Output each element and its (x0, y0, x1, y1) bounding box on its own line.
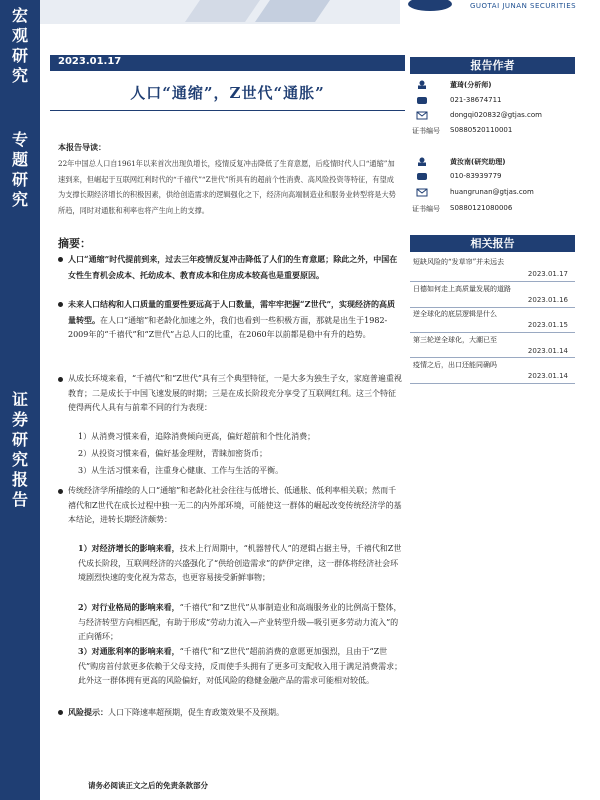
phone-icon (416, 172, 428, 181)
impact-item-3: 3）对通胀利率的影响来看，“千禧代”和“Z世代”超前消费的意愿更加强烈，且由于“Z世代”购房首付款更多依赖于父母支持，反而使手头拥有了更多可支配收入用于满足消费需求；此外这一群体拥有更高的风险偏好，对低风险的稳健金融产品的需求可能相对较低。 (78, 646, 403, 685)
email-icon (416, 188, 428, 197)
bullet-dot (58, 710, 63, 715)
summary-bullet-3: 从成长环境来看，“千禧代”和“Z世代”具有三个典型特征，一是大多为独生子女，家庭普遍重视教育；二是成长于中国飞速发展的时期；三是在成长阶段充分享受了互联网红利。这三个特征使得两代人具有与前辈不同的行为表现： (68, 372, 403, 416)
intro-heading: 本报告导读： (58, 142, 106, 152)
related-date-1: 2023.01.17 (527, 270, 568, 278)
related-divider (410, 307, 575, 308)
person-icon (416, 80, 428, 89)
title-divider (50, 110, 405, 111)
author-phone-1: 021-38674711 (450, 96, 502, 104)
author-name-1: 董琦(分析师) (450, 81, 492, 89)
related-date-5: 2023.01.14 (527, 372, 568, 380)
cert-number-2: S0880121080006 (450, 204, 513, 212)
related-divider (410, 332, 575, 333)
intro-text: 22年中国总人口自1961年以来首次出现负增长，疫情反复冲击降低了生育意愿，后疫情时代人口“通缩”加速到来，但崛起于互联网红利时代的“千禧代”“Z世代”所具有的超前个性消费、高风险投资等特征，有望成为支撑长期经济增长的积极因素，供给创造需求的逻辑强化之下，经济向高端制造业和服务业转型将是大势所趋，同时对通胀和利率也将产生向上的支撑。 (58, 159, 396, 215)
impact-item-2: 2）对行业格局的影响来看，“千禧代”和“Z世代”从事制造业和高端服务业的比例高于整体，与经济转型方向相匹配，有助于形成“劳动力流入—产业转型升级—吸引更多劳动力流入”的正向循环； (78, 602, 402, 641)
related-heading: 相关报告 (410, 235, 575, 252)
bullet-dot (58, 257, 63, 262)
related-title-5[interactable]: 疫情之后，出口还能同确吗 (413, 361, 497, 369)
related-divider (410, 383, 575, 384)
cert-label-2: 证书编号 (412, 205, 440, 213)
report-date: 2023.01.17 (58, 56, 122, 67)
summary-heading: 摘要： (58, 237, 91, 250)
logo-icon (408, 0, 452, 11)
category-label-report: 证 券 研 究 报 告 (11, 390, 28, 509)
left-sidebar (0, 0, 40, 800)
person-icon (416, 157, 428, 166)
cert-label-1: 证书编号 (412, 127, 440, 135)
email-icon (416, 111, 428, 120)
related-title-2[interactable]: 日德如何走上高质量发展的道路 (413, 285, 511, 293)
related-date-2: 2023.01.16 (527, 296, 568, 304)
category-label-macro: 宏 观 研 究 (11, 6, 28, 85)
related-title-1[interactable]: 短缺风险的“发草帘”并未远去 (413, 258, 505, 266)
related-divider (410, 281, 575, 282)
impact-item-1: 1）对经济增长的影响来看，技术上行周期中，“机器替代人”的逻辑占据主导，千禧代和Z世代成长阶段，互联网经济的兴盛强化了“供给创造需求”的萨伊定律，这一群体将经济社会环境剧烈快速的变化视为常态，也更容易接受新鲜事物； (78, 543, 402, 582)
habit-item-3: 3）从生活习惯来看，注重身心健康、工作与生活的平衡。 (78, 466, 284, 475)
related-date-3: 2023.01.15 (527, 321, 568, 329)
phone-icon (416, 96, 428, 105)
summary-bullet-4: 传统经济学所描绘的人口“通缩”和老龄化社会往往与低增长、低通胀、低利率相关联；然而千禧代和Z世代在成长过程中独一无二的内外部环境，可能使这一群体的崛起改变传统经济学的基本结论，进转长期经济颇势： (68, 484, 403, 528)
cert-number-1: S0880520110001 (450, 126, 513, 134)
summary-bullet-1: 人口“通缩”时代提前到来，过去三年疫情反复冲击降低了人们的生育意愿；除此之外，中国在女性生育机会成本、托幼成本、教育成本和住房成本较高也是重要原因。 (68, 252, 403, 283)
report-title: 人口“通缩”，Z世代“通胀” (130, 84, 325, 102)
related-date-4: 2023.01.14 (527, 347, 568, 355)
author-name-2: 黄汝南(研究助理) (450, 158, 506, 166)
summary-bullet-2: 未来人口结构和人口质量的重要性要远高于人口数量，需牢牢把握“Z世代”，实现经济的高质量转型。在人口“通缩”和老龄化加速之外，我们也看到一些积极方面，那就是出生于1982-2009年的“千禧代”和“Z世代”占总人口的比重，在2060年以前都是稳中有升的趋势。 (68, 297, 403, 343)
habit-item-2: 2）从投资习惯来看，偏好基金理财，青睐加密货币； (78, 449, 268, 458)
related-title-3[interactable]: 逆全球化的底层逻辑是什么 (413, 310, 497, 318)
author-phone-2: 010-83939779 (450, 172, 502, 180)
category-label-special: 专 题 研 究 (11, 130, 28, 209)
bullet-dot (58, 377, 63, 382)
disclaimer-footer: 请务必阅读正文之后的免责条款部分 (88, 781, 208, 790)
related-divider (410, 357, 575, 358)
bullet-dot (58, 302, 63, 307)
author-email-1[interactable]: dongqi020832@gtjas.com (450, 111, 542, 119)
bullet-dot (58, 489, 63, 494)
related-title-4[interactable]: 第三轮逆全球化，大潮已至 (413, 336, 497, 344)
brand-name: GUOTAI JUNAN SECURITIES (470, 2, 577, 10)
habit-item-1: 1）从消费习惯来看，追除消费倾向更高，偏好超前和个性化消费； (78, 432, 316, 441)
authors-heading: 报告作者 (410, 57, 575, 74)
risk-bullet: 风险提示：人口下降速率超预期，促生育政策效果不及预期。 (68, 705, 403, 721)
author-email-2[interactable]: huangrunan@gtjas.com (450, 188, 534, 196)
